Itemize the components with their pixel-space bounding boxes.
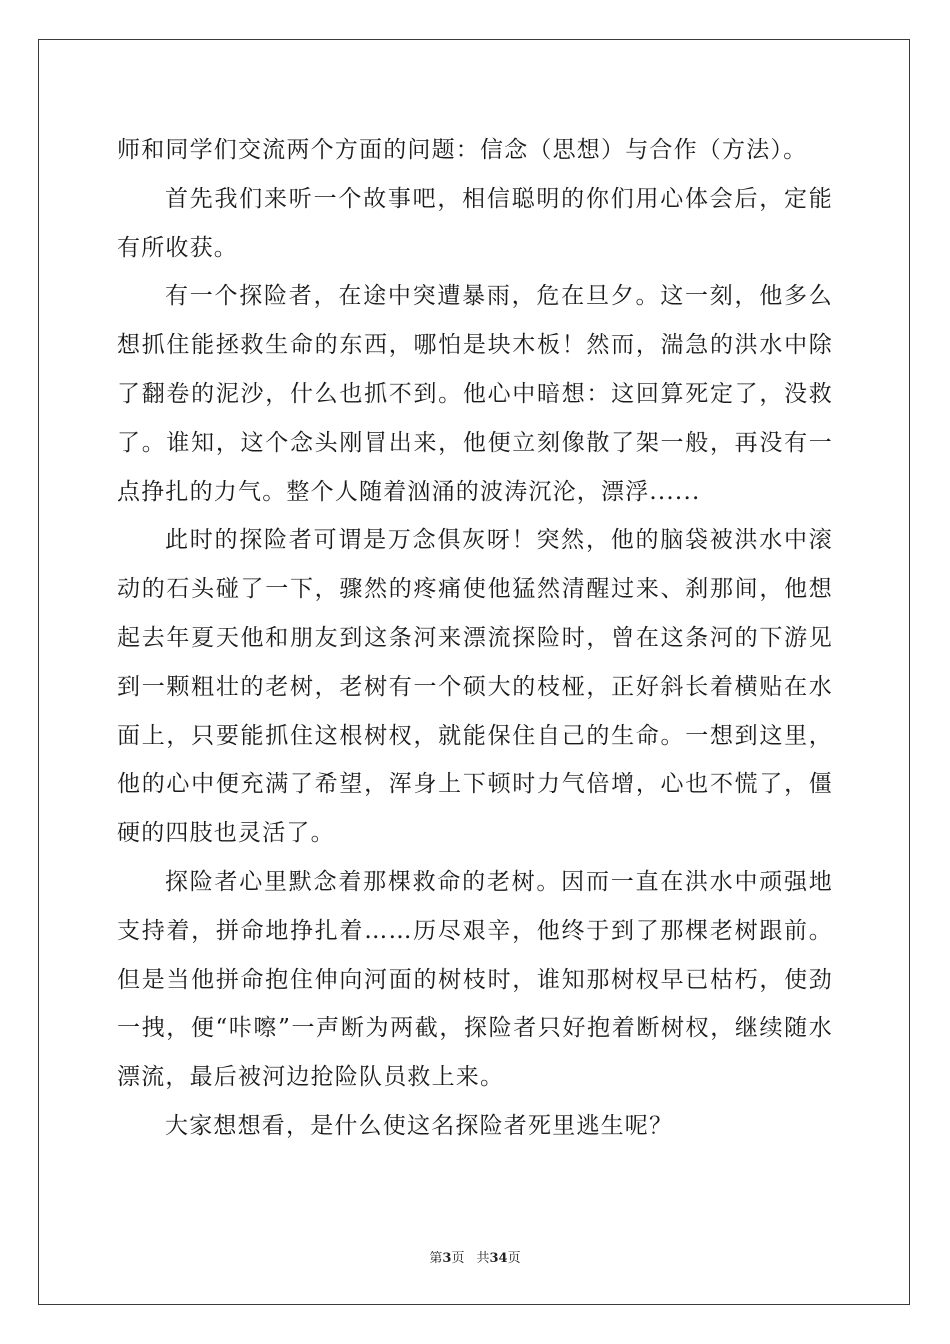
paragraph: 此时的探险者可谓是万念俱灰呀！突然，他的脑袋被洪水中滚动的石头碰了一下，骤然的疼痛使他猛然清醒过来、刹那间，他想起去年夏天他和朋友到这条河来漂流探险时，曾在这条河的下游见到一颗粗壮的老树，老树有一个硕大的枝桠，正好斜长着横贴在水面上，只要能抓住这根树杈，就能保住自己的生命。一想到这里，他的心中便充满了希望，浑身上下顿时力气倍增，心也不慌了，僵硬的四肢也灵活了。 [117,527,833,847]
paragraph: 有一个探险者，在途中突遭暴雨，危在旦夕。这一刻，他多么想抓住能拯救生命的东西，哪怕是块木板！然而，湍急的洪水中除了翻卷的泥沙，什么也抓不到。他心中暗想：这回算死定了，没救了。谁知，这个念头刚冒出来，他便立刻像散了架一般，再没有一点挣扎的力气。整个人随着汹涌的波涛沉沦，漂浮...... [117,283,833,505]
total-suffix: 页 [507,1251,521,1266]
page-prefix: 第 [429,1251,443,1266]
paragraph: 大家想想看，是什么使这名探险者死里逃生呢？ [165,1112,674,1139]
page-footer [0,1247,950,1266]
page-suffix: 页 [451,1251,465,1266]
page-number: 3 [442,1251,452,1266]
paragraph: 探险者心里默念着那棵救命的老树。因而一直在洪水中顽强地支持着，拼命地挣扎着……历尽艰辛，他终于到了那棵老树跟前。但是当他拼命抱住伸向河面的树枝时，谁知那树杈早已枯朽，使劲一拽，便“咔嚓”一声断为两截，探险者只好抱着断树杈，继续随水漂流，最后被河边抢险队员救上来。 [117,868,833,1091]
document-body [117,126,833,1151]
paragraph: 师和同学们交流两个方面的问题：信念（思想）与合作（方法）。 [117,137,808,163]
paragraph: 首先我们来听一个故事吧，相信聪明的你们用心体会后，定能有所收获。 [117,185,833,261]
total-prefix: 共 [476,1251,490,1266]
total-pages: 34 [489,1251,508,1266]
